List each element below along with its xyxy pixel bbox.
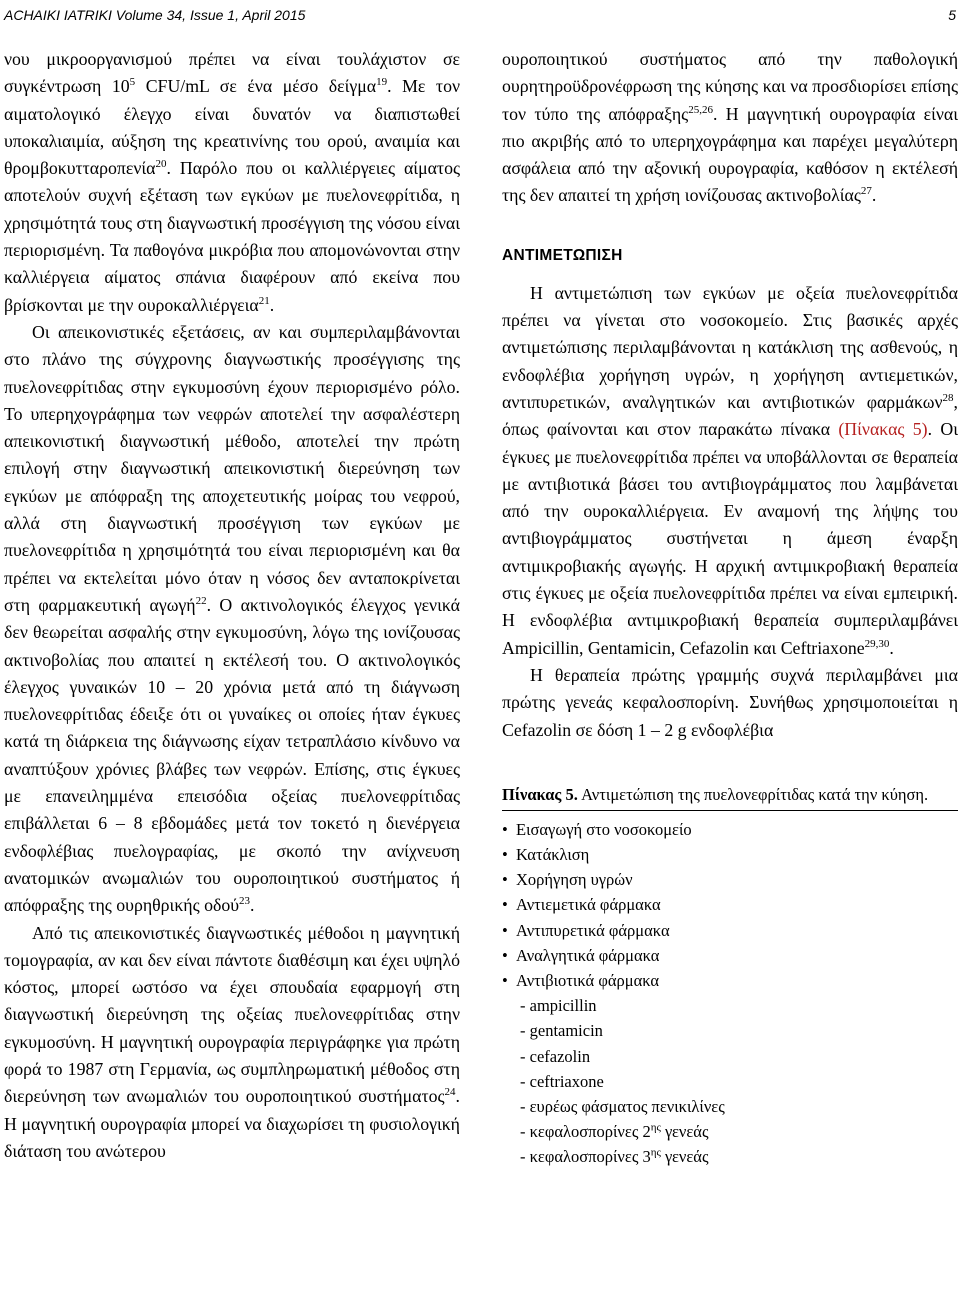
bullet-icon: • [502, 895, 508, 915]
item-label: - ευρέως φάσματος πενικιλίνες [520, 1097, 725, 1117]
paragraph [4, 319, 460, 920]
superscript: 5 [129, 76, 136, 89]
text-run: . Παρόλο που οι καλλιέργειες αίματος αποτελούν συχνή εξέταση των εγκύων με πυελονεφρίτιδα, η χρησιμότητά τους στη διαγνωστική προσέγγιση της νόσου είναι περιορισμένη. Τα παθογόνα μικρόβια που απομονώνονται στην καλλιέργεια αίματος σπάνια διαφέρουν από εκείνα που βρίσκονται με την ουροκαλλιέργεια [4, 158, 460, 315]
list-subitem [502, 1069, 958, 1094]
paragraph [4, 46, 460, 319]
reference-marker: 28 [942, 392, 954, 405]
paragraph [4, 920, 460, 1166]
table-reference-link[interactable]: (Πίνακας 5) [838, 419, 928, 440]
reference-marker: 24 [444, 1086, 456, 1099]
bullet-icon: • [502, 945, 508, 965]
reference-marker: 19 [376, 76, 388, 89]
reference-marker: 23 [239, 895, 251, 908]
list-item [502, 918, 958, 943]
list-subitem [502, 1119, 958, 1144]
text-run: . Η μαγνητική ουρογραφία είναι πιο ακριβής από το υπερηχογράφημα και παρέχει μεγαλύτερη ασφάλεια από την αξονική ουρογραφία, καθόσον η εκτέλεσή της δεν απαιτεί τη χρήση ιονίζουσας ακτινοβολίας [502, 103, 958, 206]
item-label: - gentamicin [520, 1021, 603, 1041]
section-heading: ΑΝΤΙΜΕΤΩΠΙΣΗ [502, 246, 623, 264]
item-label: γενεάς [660, 1147, 709, 1167]
item-label: - ceftriaxone [520, 1071, 604, 1091]
reference-marker: 21 [258, 294, 270, 307]
text-run: Από τις απεικονιστικές διαγνωστικές μέθοδοι η μαγνητική τομογραφία, αν και δεν είναι πάντοτε διαθέσιμη και έχει υψηλό κόστος, μπορεί ωστόσο να έχει σπουδαία εφαρμογή στη διαγνωστική διερεύνηση της οξείας πυελονεφρίτιδας στην εγκυμοσύνη. Η μαγνητική ουρογραφία περιγράφηκε για πρώτη φορά το 1987 στη Γερμανία, ως συμπληρωματική μέθοδος στη διερεύνηση των ανωμαλιών του ουροποιητικού συστήματος [4, 922, 460, 1107]
item-label: - κεφαλοσπορίνες 3 [520, 1147, 651, 1167]
reference-marker: 29,30 [864, 637, 890, 650]
item-label: Εισαγωγή στο νοσοκομείο [516, 819, 692, 839]
item-label: Κατάκλιση [516, 845, 590, 865]
list-subitem [502, 1144, 958, 1169]
list-subitem [502, 1018, 958, 1043]
list-item [502, 867, 958, 892]
bullet-icon: • [502, 845, 508, 865]
bullet-icon: • [502, 971, 508, 991]
caption-text: Αντιμετώπιση της πυελονεφρίτιδας κατά την κύηση. [577, 784, 929, 804]
text-run: , όπως φαίνονται και στον παρακάτω πίνακα [502, 391, 958, 440]
text-run: Η αντιμετώπιση των εγκύων με οξεία πυελονεφρίτιδα πρέπει να γίνεται στο νοσοκομείο. Στις βασικές αρχές αντιμετώπισης περιλαμβάνονται η κατάκλιση της ασθενούς, η ενδοφλέβια χορήγηση υγρών, η χορήγηση αντιεμετικών, αντιπυρετικών, αναλγητικών και αντιβιοτικών φαρμάκων [502, 282, 958, 412]
list-item [502, 842, 958, 867]
table-caption [502, 784, 958, 811]
item-label: - ampicillin [520, 996, 597, 1016]
list-subitem [502, 993, 958, 1018]
item-label: Αντιεμετικά φάρμακα [516, 895, 661, 915]
item-label: - cefazolin [520, 1046, 591, 1066]
running-header [4, 0, 956, 30]
text-run: . Με τον αιματολογικό έλεγχο είναι δυνατόν να διαπιστωθεί υποκαλιαιμία, αύξηση της κρεατινίνης του ορού, αναιμία και θρομβοκυτταροπενία [4, 76, 461, 179]
text-run: . [889, 637, 894, 658]
reference-marker: 20 [155, 158, 167, 171]
bullet-icon: • [502, 920, 508, 940]
superscript: ης [650, 1146, 661, 1159]
treatment-table [502, 817, 958, 1170]
page-number: 5 [948, 7, 956, 23]
text-run: ουροποιητικού συστήματος από την παθολογική ουρητηροϋδρονέφρωση της κύησης και να προσδιορίσει επίσης τον τύπο της απόφραξης [502, 49, 958, 124]
text-run: CFU/mL σε ένα μέσο δείγμα [135, 76, 377, 97]
superscript: ης [650, 1121, 661, 1134]
reference-marker: 27 [860, 185, 872, 198]
item-label: - κεφαλοσπορίνες 2 [520, 1122, 651, 1142]
paragraph: Η θεραπεία πρώτης γραμμής συχνά περιλαμβάνει μια πρώτης γενεάς κεφαλοσπορίνη. Συνήθως χρησιμοποιείται η Cefazolin σε δόση 1 – 2 g ενδοφλέβια [502, 664, 958, 740]
text-run: Οι απεικονιστικές εξετάσεις, αν και συμπεριλαμβάνονται στο πλάνο της σύγχρονης διαγνωστικής προσέγγισης της πυελονεφρίτιδας στην εγκυμοσύνη έχουν περιορισμένο ρόλο. Το υπερηχογράφημα των νεφρών αποτελεί την ασφαλέστερη απεικονιστική διαγνωστική μέθοδο, αποτελεί την πρώτη επιλογή στην διαγνωστική απεικονιστική διερεύνηση των εγκύων με απόφραξη της αποχετευτικής μοίρας του νεφρού, αλλά στη διαγνωστική προσέγγιση των εγκύων με πυελονεφρίτιδα η χρησιμότητά του είναι περιορισμένη και θα πρέπει να εκτελείται μόνο όταν η νόσος δεν ανταποκρίνεται στη φαρμακευτική αγωγή [4, 321, 460, 615]
paragraph [502, 46, 958, 210]
list-item [502, 817, 958, 842]
list-item [502, 943, 958, 968]
journal-title: ACHAIKI IATRIKI Volume 34, Issue 1, April 2015 [4, 7, 306, 23]
text-run: . Η μαγνητική ουρογραφία μπορεί να διαχωρίσει τη φυσιολογική διάταση του ανώτερου [4, 1086, 460, 1161]
list-subitem [502, 1044, 958, 1069]
paragraph [502, 280, 958, 662]
right-column [502, 46, 958, 1170]
item-label: Αντιβιοτικά φάρμακα [516, 971, 660, 991]
text-run: . [269, 294, 275, 315]
text-run: . Οι έγκυες με πυελονεφρίτιδα πρέπει να υποβάλλονται σε θεραπεία με αντιβιοτικά βάσει του αντιβιογράμματος που λαμβάνεται από την ουροκαλλιέργεια. Εν αναμονή της λήψης του αντιβιογράμματος συστήνεται η άμεση έναρξη αντιμικροβιακής αγωγής. Η αρχική αντιμικροβιακή θεραπεία στις έγκυες με οξεία πυελονεφρίτιδα πρέπει να είναι εμπειρική. Η ενδοφλέβια αντιμικροβιακή θεραπεία συμπεριλαμβάνει Ampicillin, Gentamicin, Cefazolin και Ceftriaxone [502, 419, 958, 658]
text-run: νου μικροοργανισμού πρέπει να είναι τουλάχιστον σε συγκέντρωση 10 [4, 49, 460, 97]
list-subitem [502, 1094, 958, 1119]
text-run: . Ο ακτινολογικός έλεγχος γενικά δεν θεωρείται ασφαλής στην εγκυμοσύνη, λόγω της ιονίζουσας ακτινοβολίας που απαιτεί η εκτέλεσή του. Ο ακτινολογικός έλεγχος γυναικών 10 – 20 χρόνια μετά από τη διάγνωση πυελονεφρίτιδας έδειξε ότι οι γυναίκες οι οποίες ήταν έγκυες κατά τη διάρκεια της διάγνωσης είχαν τετραπλάσιο κίνδυνο να αναπτύξουν χρόνιες βλάβες των νεφρών. Επίσης, στις έγκυες με επανειλημμένα επεισόδια οξείας πυελονεφρίτιδας επιβάλλεται 6 – 8 εβδομάδες μετά τον τοκετό η διενέργεια ενδοφλέβιας πυελογραφίας, με σκοπό την ανίχνευση ανατομικών ανωμαλιών του ουροποιητικού συστήματος ή απόφραξης της ουρηθρικής οδού [4, 594, 460, 916]
text-run: . [871, 185, 877, 206]
caption-label: Πίνακας 5. [502, 784, 578, 804]
item-label: Χορήγηση υγρών [516, 870, 633, 890]
bullet-icon: • [502, 870, 508, 890]
item-label: γενεάς [660, 1122, 709, 1142]
text-run: . [250, 895, 255, 916]
list-item [502, 968, 958, 993]
item-label: Αντιπυρετικά φάρμακα [516, 920, 670, 940]
list-item [502, 892, 958, 917]
reference-marker: 22 [195, 595, 207, 608]
bullet-icon: • [502, 819, 508, 839]
left-column [4, 46, 460, 1165]
item-label: Αναλγητικά φάρμακα [516, 945, 660, 965]
reference-marker: 25,26 [688, 103, 713, 116]
